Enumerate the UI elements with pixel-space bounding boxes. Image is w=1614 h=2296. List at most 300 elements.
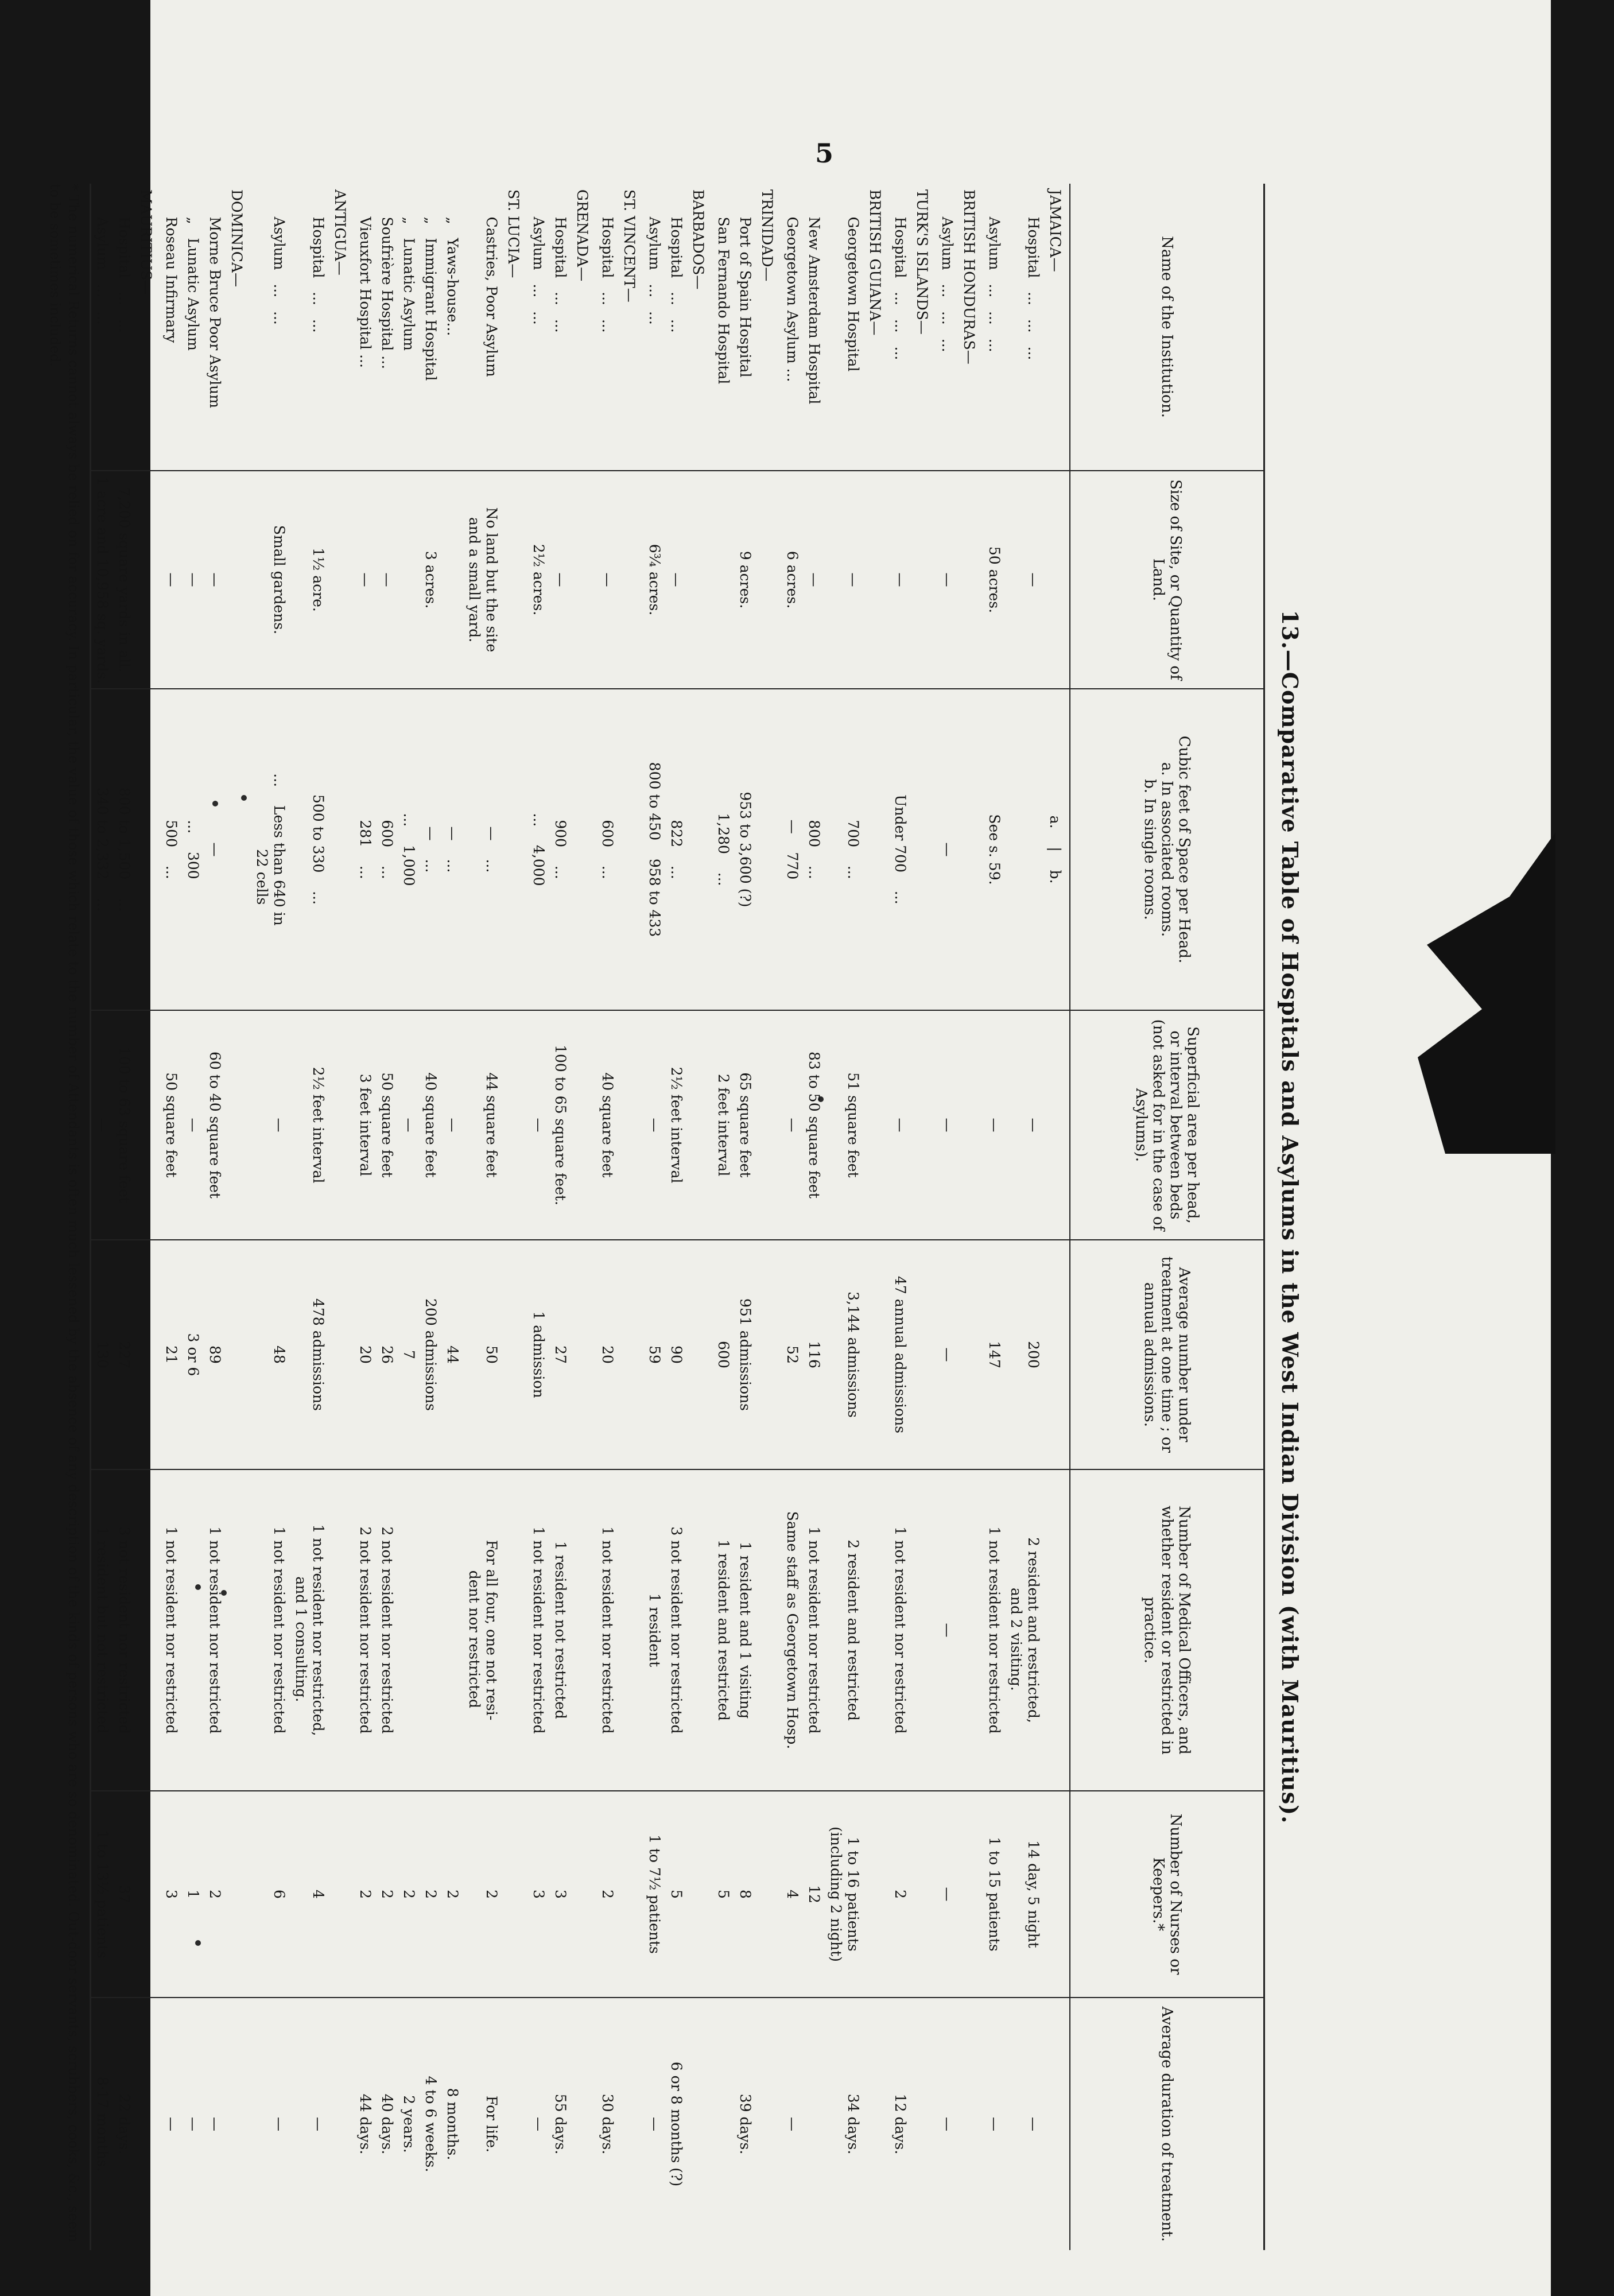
table-cell: 6 acres. (781, 471, 803, 689)
table-cell (398, 471, 420, 689)
table-cell: 2 (889, 1791, 911, 1998)
table-cell (502, 471, 527, 689)
institution-cell: „ Immigrant Hospital (422, 189, 439, 381)
table-row (182, 184, 204, 2250)
institution-cell: ANTIGUA— (332, 189, 348, 276)
table-cell: 1 (182, 1791, 204, 1998)
institution-cell: DOMINICA— (228, 189, 245, 287)
table-cell: 1 admission (527, 1240, 549, 1469)
table-cell (618, 1240, 643, 1469)
table-cell (502, 1791, 527, 1998)
table-cell: 2 (441, 1791, 463, 1998)
table-cell (756, 689, 781, 1010)
table-row (420, 184, 441, 2250)
table-cell (135, 1010, 160, 1240)
table-cell (687, 1010, 712, 1240)
table-cell (502, 1240, 527, 1469)
table-cell: 34 days. (825, 1998, 864, 2250)
table-row (549, 184, 571, 2250)
table-cell: 4 (290, 1791, 329, 1998)
table-cell: — (376, 471, 398, 689)
table-cell: 90 (665, 1240, 687, 1469)
table-cell (571, 1010, 596, 1240)
table-cell: For life. (463, 1998, 502, 2250)
table-cell: 1 not resident nor restricted (160, 1469, 182, 1791)
table-cell: 1 not resident nor restricted, and 1 consulting. (290, 1469, 329, 1791)
table-cell: ... 1,000 (398, 689, 420, 1010)
table-cell (571, 1240, 596, 1469)
table-cell (226, 1998, 251, 2250)
table-row (135, 184, 160, 2250)
table-cell: 1½ acre. (290, 471, 329, 689)
table-row (864, 184, 889, 2250)
table-cell: 14 day, 5 night (1005, 1791, 1044, 1998)
table-cell: 1 not resident nor restricted (251, 1469, 290, 1791)
table-cell (958, 1240, 983, 1469)
table-cell (687, 471, 712, 689)
table-cell: — (781, 1010, 803, 1240)
table-cell: 281 ... (354, 689, 376, 1010)
table-row (91, 184, 114, 2250)
column-header: Size of Site, or Quantity of Land. (1070, 471, 1264, 689)
table-cell: — ... (441, 689, 463, 1010)
table-cell: 900 ... (549, 689, 571, 1010)
table-cell (618, 689, 643, 1010)
table-cell: 50 (463, 1240, 502, 1469)
table-row (665, 184, 687, 2250)
table-cell: No land but the site and a small yard. (463, 471, 502, 689)
table-cell: — (936, 1010, 958, 1240)
table-cell (571, 1469, 596, 1791)
table-cell: — (182, 1010, 204, 1240)
table-cell (329, 689, 354, 1010)
table-cell: 2½ feet interval (290, 1010, 329, 1240)
institution-cell: ST. LUCIA— (505, 189, 522, 278)
table-cell: 4 (781, 1791, 803, 1998)
table-cell (571, 689, 596, 1010)
table-cell: — (936, 1240, 958, 1469)
table-cell: 1 resident but not restricted (91, 1469, 114, 1791)
table-cell (756, 1791, 781, 1998)
table-cell: — (1005, 471, 1044, 689)
institution-cell: Georgetown Hospital (845, 189, 862, 372)
institution-cell: Hospital ... ... (116, 189, 133, 333)
table-row (527, 184, 549, 2250)
table-cell: — (204, 1998, 226, 2250)
table-cell: 600 ... (596, 689, 618, 1010)
table-cell: 2 feet interval (712, 1010, 734, 1240)
table-cell (135, 1791, 160, 1998)
table-cell: 9 acres. (734, 471, 756, 689)
table-cell: 1 not resident nor restricted (527, 1469, 549, 1791)
table-cell (958, 1998, 983, 2250)
table-cell: ... Less than 640 in 22 cells (251, 689, 290, 1010)
table-cell: 340 to 2,332 ... (91, 689, 114, 1010)
table-cell: 1 to 13½ patients (91, 1791, 114, 1998)
table-cell (958, 1010, 983, 1240)
column-header: Superficial area per head, or interval between beds (not asked for in the case of Asylums). (1070, 1010, 1264, 1240)
table-cell: 2 resident and restricted (825, 1469, 864, 1791)
table-cell: 39 days. (734, 1998, 756, 2250)
table-cell: 51 square feet (825, 1010, 864, 1240)
column-header: Cubic feet of Space per Head. a. In associated rooms. b. In single rooms. (1070, 689, 1264, 1010)
table-cell (226, 1791, 251, 1998)
table-cell: 50 acres. (983, 471, 1005, 689)
table-cell: 800 to 450 958 to 433 (643, 689, 665, 1010)
table-cell: — (643, 1010, 665, 1240)
table-cell (226, 689, 251, 1010)
institution-cell: MAURITIUS— (138, 189, 154, 295)
table-cell (864, 689, 889, 1010)
table-cell (958, 1791, 983, 1998)
table-cell: 8 (734, 1791, 756, 1998)
table-cell: — (549, 471, 571, 689)
column-header: Average duration of treatment. (1070, 1998, 1264, 2250)
table-body (91, 184, 1070, 2250)
table-cell: 8 months. (441, 1998, 463, 2250)
table-cell: 700 ... (825, 689, 864, 1010)
institution-cell: Hospital ... ... ... (892, 189, 909, 360)
column-header: Average number under treatment at one time ; or annual admissions. (1070, 1240, 1264, 1469)
institution-cell: Asylum ... ... (94, 189, 111, 325)
table-cell (1005, 689, 1044, 1010)
table-cell: 3 not resident nor restricted (665, 1469, 687, 1791)
table-cell: — (596, 471, 618, 689)
table-cell (441, 1469, 463, 1791)
institution-cell: Vieuxfort Hospital ... (357, 189, 374, 368)
table-cell: 100 to 65 square feet. (549, 1010, 571, 1240)
table-title: 13.—Comparative Table of Hospitals and Asylums in the West Indian Division (with Mauritius). (1277, 610, 1303, 1824)
table-cell: — (936, 471, 958, 689)
table-cell: 3,144 admissions (825, 1240, 864, 1469)
table-cell (135, 1469, 160, 1791)
table-cell: 200 (1005, 1240, 1044, 1469)
table-cell: 1 resident and restricted (712, 1469, 734, 1791)
table-cell: 1 to 16 patients (including 2 night) (825, 1791, 864, 1998)
table-cell: 2 (204, 1791, 226, 1998)
table-cell: 3 (549, 1791, 571, 1998)
table-cell (687, 1998, 712, 2250)
table-cell: 1 acre and 10,958 sq. yards. (91, 471, 114, 689)
table-row (983, 184, 1005, 2250)
table-cell (329, 1791, 354, 1998)
table-cell: — (441, 1010, 463, 1240)
table-cell: For all four, one not resi- dent nor restricted (463, 1469, 502, 1791)
table-cell (687, 1469, 712, 1791)
table-cell: 5 (665, 1791, 687, 1998)
table-cell (226, 1469, 251, 1791)
table-cell: — (889, 1010, 911, 1240)
table-cell: — 770 (781, 689, 803, 1010)
table-row (618, 184, 643, 2250)
institution-cell: „ Lunatic Asylum (185, 189, 201, 351)
table-row (113, 184, 135, 2250)
table-cell: 478 admissions (290, 1240, 329, 1469)
table-row (160, 184, 182, 2250)
table-cell: 20 (596, 1240, 618, 1469)
table-cell (571, 1791, 596, 1998)
table-cell: 1 not resident nor restricted (596, 1469, 618, 1791)
institution-cell: San Fernando Hospital (715, 189, 732, 385)
column-header: Name of the Institution. (1070, 184, 1264, 471)
institution-cell: GRENADA— (574, 189, 591, 282)
table-cell: 2 (354, 1791, 376, 1998)
table-cell (911, 471, 936, 689)
table-cell (958, 1469, 983, 1791)
table-cell: — (354, 471, 376, 689)
table-row (251, 184, 290, 2250)
table-cell: 47 annual admissions (889, 1240, 911, 1469)
table-cell: — (803, 471, 825, 689)
table-cell: 12 (803, 1791, 825, 1998)
institution-cell: Roseau Infirmary (163, 189, 180, 343)
table-row (1044, 184, 1070, 2250)
table-cell: — (527, 1998, 549, 2250)
institution-cell: Soufrière Hospital ... (379, 189, 395, 370)
table-cell (329, 1240, 354, 1469)
table-cell: 44 days. (354, 1998, 376, 2250)
comparative-table (90, 184, 1265, 2250)
table-row (571, 184, 596, 2250)
institution-cell: Hospital ... ... (552, 189, 569, 333)
institution-cell: BRITISH GUIANA— (867, 189, 883, 336)
table-cell (687, 1791, 712, 1998)
table-cell (618, 1791, 643, 1998)
table-row (502, 184, 527, 2250)
table-cell (911, 1010, 936, 1240)
institution-cell: New Amsterdam Hospital (806, 189, 822, 405)
institution-cell: Asylum ... ... (646, 189, 663, 325)
table-cell: 2 not resident nor restricted (376, 1469, 398, 1791)
table-cell: 83 to 50 square feet (803, 1010, 825, 1240)
table-cell: — (251, 1998, 290, 2250)
institution-cell: Port of Spain Hospital (737, 189, 754, 378)
table-cell: — (527, 1010, 549, 1240)
table-cell: — (1005, 1010, 1044, 1240)
table-row (398, 184, 420, 2250)
institution-cell: Morne Bruce Poor Asylum (207, 189, 223, 408)
table-cell: 1 not resident nor restricted (983, 1469, 1005, 1791)
institution-cell: Hospital ... ... (310, 189, 327, 333)
table-cell: — (825, 471, 864, 689)
institution-cell: Hospital ... ... (599, 189, 616, 333)
table-cell: — (936, 689, 958, 1010)
table-row (226, 184, 251, 2250)
table-cell: 3 acres. (420, 471, 441, 689)
institution-cell: Georgetown Asylum ... (784, 189, 801, 382)
table-cell (864, 1240, 889, 1469)
table-cell: 2½ acres. (527, 471, 549, 689)
table-cell (687, 689, 712, 1010)
table-cell (911, 689, 936, 1010)
table-cell: — (983, 1010, 1005, 1240)
table-cell (618, 471, 643, 689)
table-row (825, 184, 864, 2250)
table-cell: 50 square feet (376, 1010, 398, 1240)
institution-cell: Asylum ... ... ... (986, 189, 1003, 352)
table-row (329, 184, 354, 2250)
table-cell (864, 1791, 889, 1998)
table-cell: — (398, 1010, 420, 1240)
table-cell (1044, 471, 1070, 689)
table-cell (864, 1998, 889, 2250)
table-cell: 89 (204, 1240, 226, 1469)
table-cell: 52 (781, 1240, 803, 1469)
institution-cell: Hospital ... ... (668, 189, 685, 333)
table-cell: 3 (160, 1791, 182, 1998)
table-cell: — (182, 1998, 204, 2250)
table-cell: 60 to 40 square feet (204, 1010, 226, 1240)
table-cell (618, 1469, 643, 1791)
table-cell: — (936, 1998, 958, 2250)
table-cell (864, 1010, 889, 1240)
table-cell (502, 689, 527, 1010)
table-cell: 12 days. (889, 1998, 911, 2250)
table-cell: — (251, 1010, 290, 1240)
table-cell (958, 471, 983, 689)
table-cell: 44 square feet (463, 1010, 502, 1240)
page-number: 5 (815, 138, 834, 169)
column-header: Number of Medical Officers, and whether resident or restricted in practice. (1070, 1469, 1264, 1791)
table-cell: — (160, 471, 182, 689)
table-cell: 55 days. (549, 1998, 571, 2250)
table-cell (226, 1010, 251, 1240)
table-cell (329, 1998, 354, 2250)
table-cell: 44 (441, 1240, 463, 1469)
table-row (643, 184, 665, 2250)
table-cell: — ... (420, 689, 441, 1010)
table-row (958, 184, 983, 2250)
table-cell (502, 1469, 527, 1791)
table-cell: ... 300 (182, 689, 204, 1010)
table-cell (1044, 1010, 1070, 1240)
table-cell (135, 471, 160, 689)
table-row (936, 184, 958, 2250)
table-cell (329, 1010, 354, 1240)
table-cell: 3 feet interval (354, 1010, 376, 1240)
table-cell: 5 (712, 1791, 734, 1998)
table-cell: 7 (398, 1240, 420, 1469)
table-cell: 953 to 3,600 (?) (734, 689, 756, 1010)
table-cell: 21 (160, 1240, 182, 1469)
table-cell (329, 1469, 354, 1791)
table-cell (441, 471, 463, 689)
table-cell: 22 days. (113, 1998, 135, 2250)
table-row (376, 184, 398, 2250)
table-cell (420, 1469, 441, 1791)
table-cell: 3 or 6 (182, 1240, 204, 1469)
table-cell: 822 ... (665, 689, 687, 1010)
table-cell (1044, 1998, 1070, 2250)
table-cell: — (204, 689, 226, 1010)
table-row (1005, 184, 1044, 2250)
table-cell (756, 471, 781, 689)
table-cell: 2 (463, 1791, 502, 1998)
table-cell (712, 471, 734, 689)
table-cell: 100 to 63 square feet (113, 1010, 135, 1240)
table-cell (803, 1998, 825, 2250)
table-cell: 4 to 6 weeks. (420, 1998, 441, 2250)
table-cell: 600 (712, 1240, 734, 1469)
table-cell: 2 (596, 1791, 618, 1998)
institution-cell: Asylum ... ... (530, 189, 547, 325)
table-cell (712, 1998, 734, 2250)
table-row (290, 184, 329, 2250)
table-row (803, 184, 825, 2250)
table-row (687, 184, 712, 2250)
table-cell: 200 admissions (420, 1240, 441, 1469)
table-cell: 600 ... (376, 689, 398, 1010)
table-cell (618, 1010, 643, 1240)
table-cell: 40 square feet (596, 1010, 618, 1240)
table-cell (1044, 1469, 1070, 1791)
table-cell: 1 resident and 1 visiting (734, 1469, 756, 1791)
table-cell (135, 1998, 160, 2250)
institution-cell: Asylum ... ... (271, 189, 288, 325)
institution-cell: BRITISH HONDURAS— (961, 189, 977, 364)
table-cell (135, 689, 160, 1010)
table-cell: 40 days. (376, 1998, 398, 2250)
table-row (889, 184, 911, 2250)
table-cell: 3 (527, 1791, 549, 1998)
table-row (463, 184, 502, 2250)
table-cell (864, 471, 889, 689)
table-cell: 3 not resident nor restricted (113, 1469, 135, 1791)
table-cell: — (665, 471, 687, 689)
table-cell: 1 to 15 patients (983, 1791, 1005, 1998)
table-cell (135, 1240, 160, 1469)
table-cell (911, 1469, 936, 1791)
table-cell: 50 square feet (160, 1010, 182, 1240)
institution-cell: Hospital ... ... ... (1025, 189, 1042, 360)
institution-cell: BARBADOS— (690, 189, 707, 290)
table-cell (687, 1240, 712, 1469)
table-cell: See s. 59. (983, 689, 1005, 1010)
table-cell: 7,200 square yards in all. (113, 471, 135, 689)
table-cell: 2 (420, 1791, 441, 1998)
table-cell: — (936, 1791, 958, 1998)
table-cell (398, 1469, 420, 1791)
table-cell (618, 1998, 643, 2250)
table-cell: 2 years. (398, 1998, 420, 2250)
table-cell (571, 1998, 596, 2250)
institution-cell: TRINIDAD— (759, 189, 775, 282)
table-cell: 1 resident (643, 1469, 665, 1791)
table-cell: 26 (376, 1240, 398, 1469)
table-row (354, 184, 376, 2250)
table-row (756, 184, 781, 2250)
table-cell: 27 (549, 1240, 571, 1469)
table-cell: — (160, 1998, 182, 2250)
table-row (204, 184, 226, 2250)
table-cell: 1 not resident nor restricted (803, 1469, 825, 1791)
table-row (734, 184, 756, 2250)
table-cell: 6 or 8 months (?) (665, 1998, 687, 2250)
institution-cell: „ Yaws-house... (444, 189, 461, 336)
footnote: * The numerical Returns cannot always be relied on for accuracy. In particular, the value of those which relate to the number of Attendants is often much lessened by the absence of any description of the kinds of persons who are so denominated. Out-door servants, scrubbers, cooks, &c., seem to be sometimes included. (47, 184, 82, 2243)
table-cell (911, 1791, 936, 1998)
table-cell: 2 (376, 1791, 398, 1998)
table-cell: 37 (113, 1791, 135, 1998)
table-cell (756, 1469, 781, 1791)
table-cell (911, 1240, 936, 1469)
table-cell: — (91, 1010, 114, 1240)
table-cell: Small gardens. (251, 471, 290, 689)
table-cell: 65 square feet (734, 1010, 756, 1240)
table-cell: 500 ... (160, 689, 182, 1010)
table-cell: 1 to 7½ patients (643, 1791, 665, 1998)
table-cell: 48 (251, 1240, 290, 1469)
